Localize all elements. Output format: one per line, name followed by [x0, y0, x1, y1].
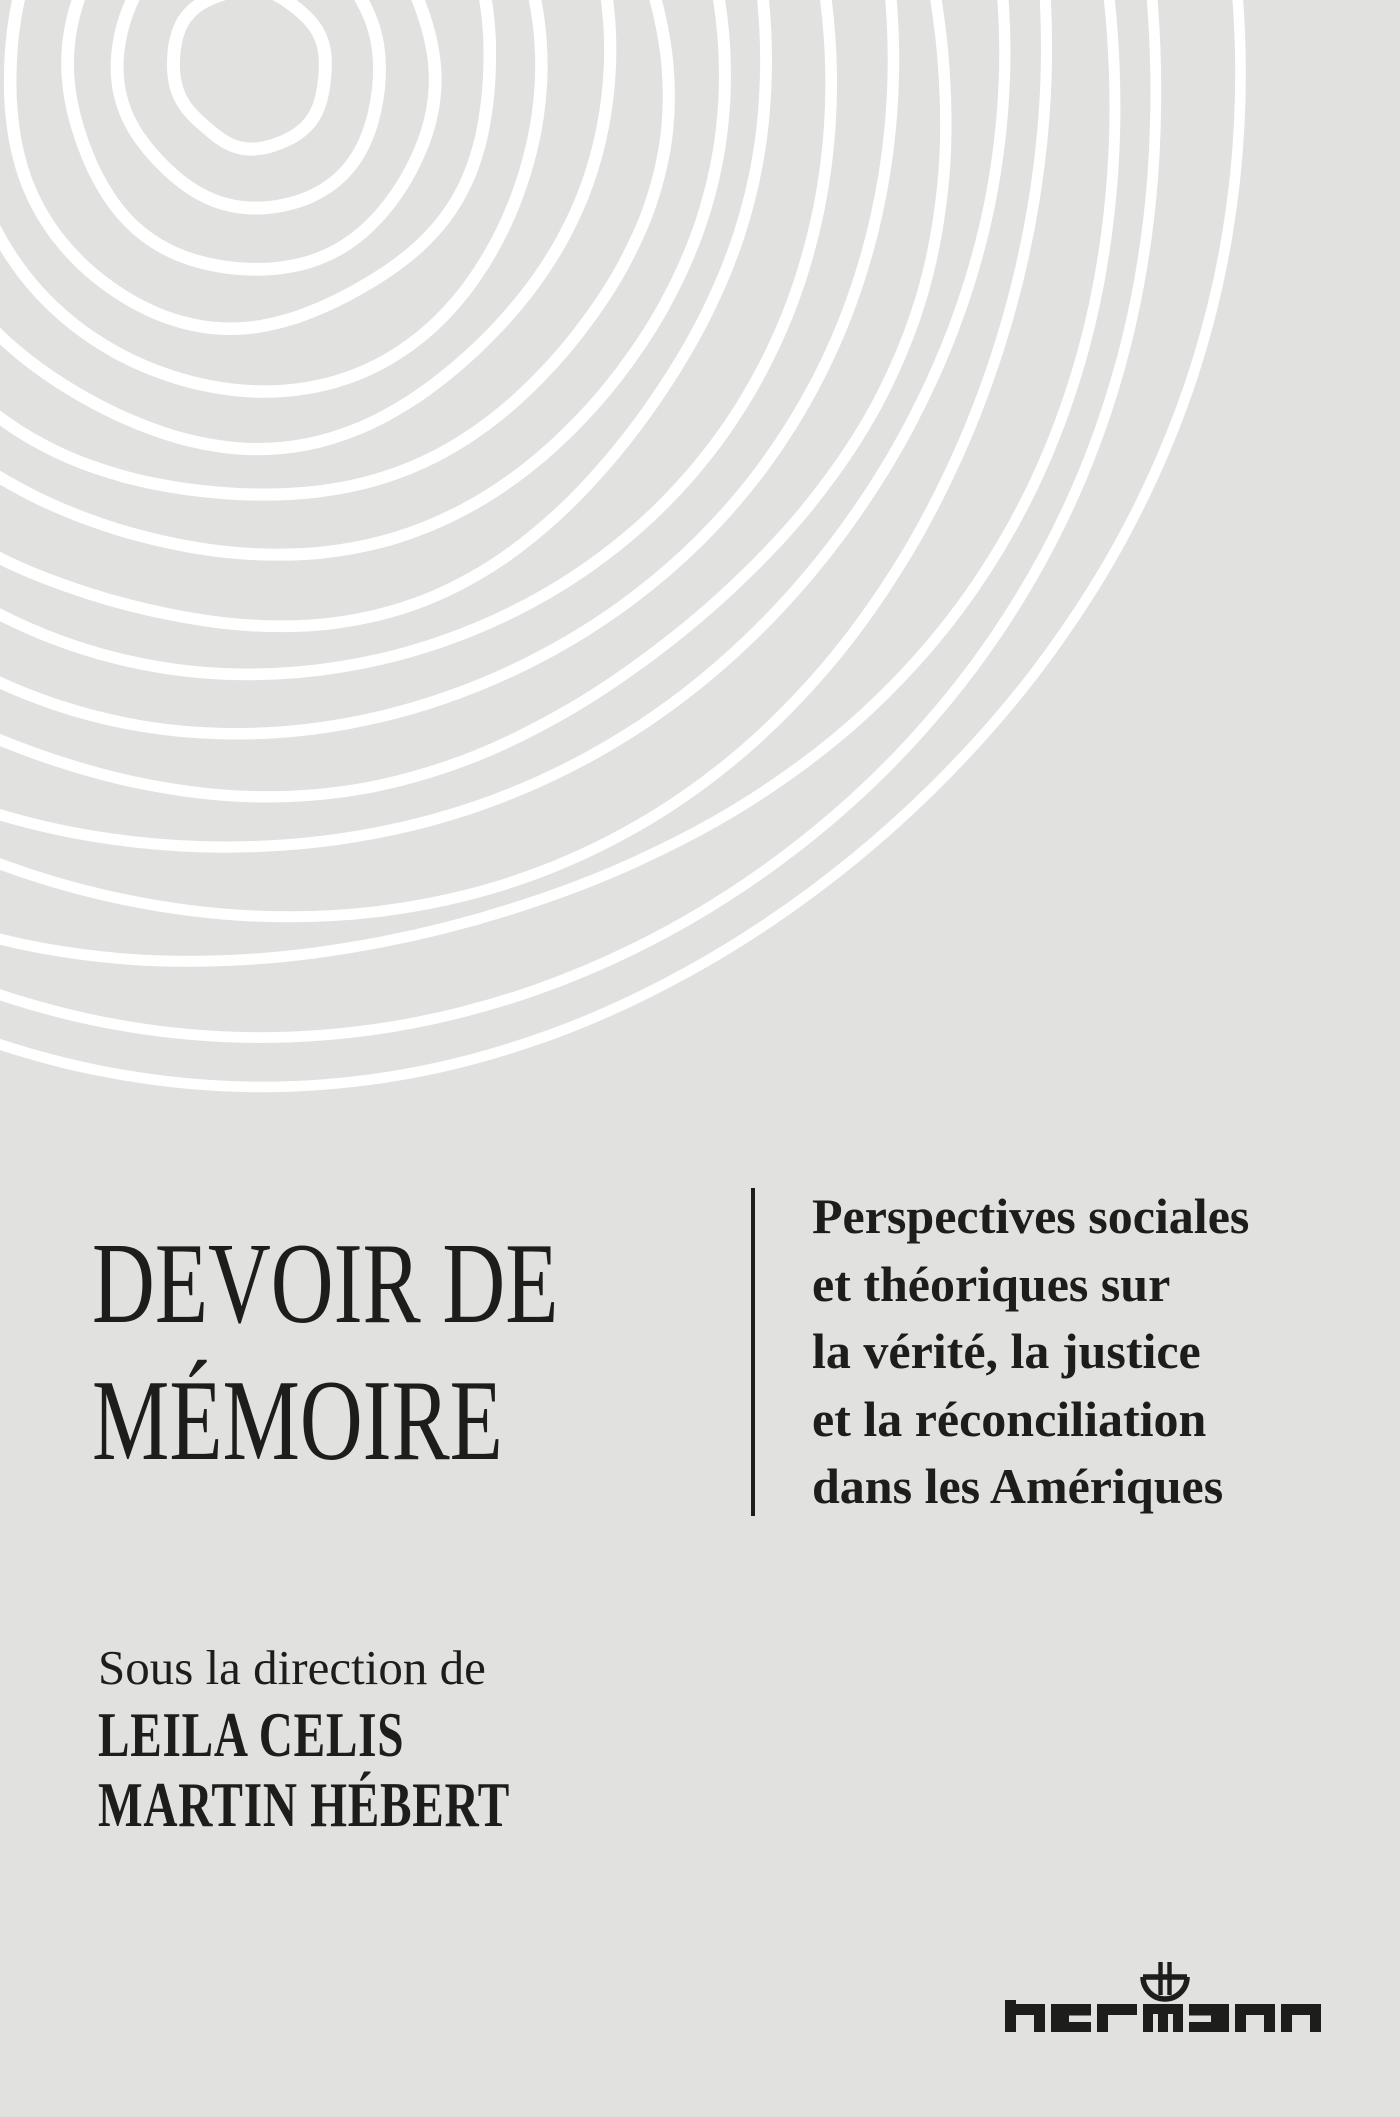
subtitle-line: dans les Amériques — [812, 1458, 1224, 1514]
contour-ring — [173, 0, 325, 149]
subtitle-line: et la réconciliation — [812, 1390, 1207, 1447]
hermann-cup-icon — [1143, 1962, 1187, 1999]
contour-ring — [117, 0, 379, 208]
title-line-1: DEVOIR DE — [92, 1220, 559, 1348]
title-line-2: MÉMOIRE — [92, 1357, 503, 1485]
byline-block — [98, 1638, 647, 1840]
subtitle-line: Perspectives sociales — [812, 1188, 1250, 1244]
contour-ring — [0, 0, 610, 449]
publisher-logo — [1000, 1945, 1340, 2040]
editor-name: LEILA CELIS — [98, 1700, 405, 1770]
publisher-wordmark — [1005, 2000, 1321, 2032]
book-subtitle — [812, 1183, 1249, 1521]
subtitle-line: la vérité, la justice — [812, 1323, 1201, 1379]
edited-by-label: Sous la direction de — [98, 1640, 486, 1695]
editor-name: MARTIN HÉBERT — [98, 1770, 511, 1840]
title-subtitle-divider — [751, 1188, 755, 1516]
subtitle-line: et théoriques sur — [812, 1255, 1171, 1312]
book-title — [92, 1216, 714, 1490]
